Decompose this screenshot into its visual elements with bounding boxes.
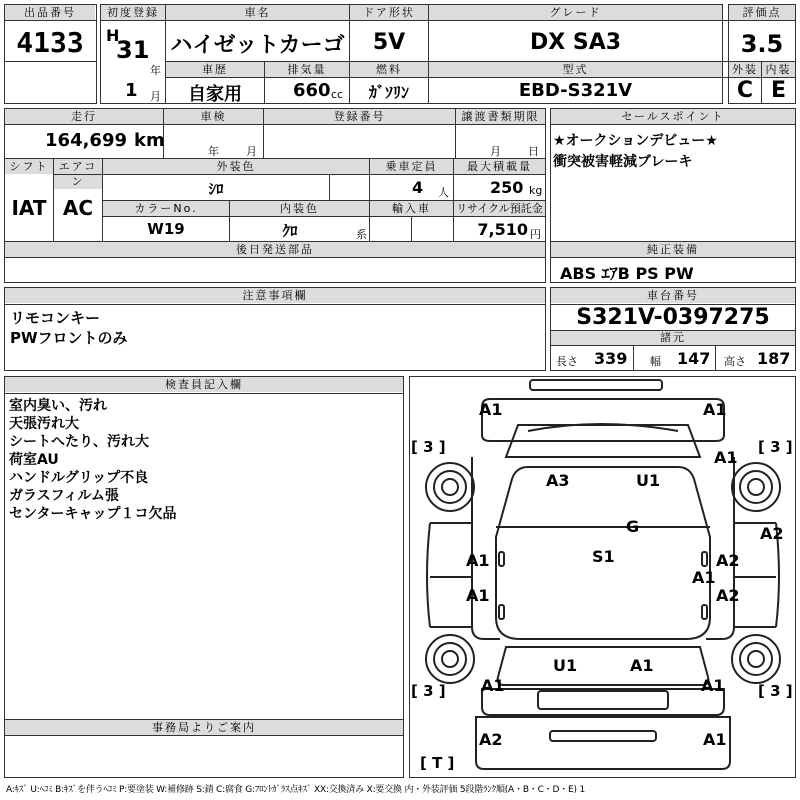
inspector-line-3: シートへたり、汚れ大 [9, 434, 149, 450]
shift: IAT [11, 196, 47, 220]
mark-glass: G [626, 517, 640, 536]
sales-points-label: セールスポイント [551, 109, 795, 124]
shift-label: シフト [5, 159, 53, 174]
width-value: 147 [677, 349, 711, 368]
load-unit: kg [529, 184, 543, 197]
ac-label: エアコン [54, 159, 102, 189]
length-label: 長さ [556, 355, 578, 368]
ext-color-label: 外装色 [103, 159, 369, 174]
int-label: 内装 [762, 62, 795, 77]
tire-front-left: [ 3 ] [411, 438, 446, 456]
ext-grade: C [736, 78, 754, 103]
model-label: 型式 [429, 62, 722, 77]
displacement: 660 [293, 80, 331, 101]
ext-color: ｼﾛ [208, 180, 224, 198]
import-label: 輸入車 [370, 201, 453, 216]
mark-left-rear-door: A1 [466, 586, 490, 605]
grade: DX SA3 [529, 30, 622, 55]
mileage: 164,699 [45, 130, 127, 151]
mark-roof-front-left: A3 [546, 471, 570, 490]
color-no: W19 [147, 220, 185, 238]
plate-label: 登録番号 [264, 109, 455, 124]
year-unit: 年 [150, 64, 161, 77]
int-color-label: 内装色 [230, 201, 369, 216]
mark-right-rear-door: A2 [716, 586, 740, 605]
mark-rear-left-fender: A1 [481, 676, 505, 695]
lot-number: 4133 [16, 26, 84, 59]
car-name-label: 車名 [166, 5, 349, 20]
mileage-label: 走行 [5, 109, 163, 124]
legend: A:ｷｽﾞ U:ﾍｺﾐ B:ｷｽﾞを伴うﾍｺﾐ P:要塗装 W:補修跡 S:錆 C:腐食 G:ﾌﾛﾝﾄｶﾞﾗｽ点ｷｽﾞ XX:交換済み X:要交換 内・外装評価 5段階ﾗﾝｸ順(A・B・C・D・E) 1 [6, 785, 585, 795]
mark-front-right-corner: A1 [703, 400, 727, 419]
reg-month: 1 [125, 80, 138, 101]
chassis-number: S321V-0397275 [576, 305, 770, 330]
mark-roof-center: S1 [592, 547, 615, 566]
mark-front-left-corner: A1 [479, 400, 503, 419]
length-value: 339 [594, 349, 628, 368]
fuel: ｶﾞｿﾘﾝ [368, 83, 409, 102]
equipment-label: 純正装備 [551, 242, 795, 257]
mark-rear-bumper-right: A1 [703, 730, 727, 749]
mark-right-front-door: A2 [716, 551, 740, 570]
capacity: 4 [412, 178, 424, 197]
car-outline-diagram [410, 377, 796, 777]
inspector-line-7: センターキャップ１コ欠品 [9, 506, 177, 522]
sales-point-2: 衝突被害軽減ブレーキ [553, 154, 693, 170]
history-label: 車歴 [166, 62, 264, 77]
mark-rear-left: U1 [553, 656, 578, 675]
height-value: 187 [757, 349, 791, 368]
inspector-line-1: 室内臭い、汚れ [9, 398, 107, 414]
first-reg-label: 初度登録 [101, 5, 165, 20]
specs-label: 諸元 [551, 330, 795, 345]
transfer-month-unit: 月 [490, 145, 501, 158]
inspector-label: 検査員記入欄 [5, 377, 403, 392]
inspector-line-2: 天張汚れ大 [9, 416, 79, 432]
notes-label: 注意事項欄 [5, 288, 545, 303]
history: 自家用 [188, 84, 242, 105]
width-label: 幅 [650, 355, 661, 368]
later-parts-label: 後日発送部品 [5, 242, 545, 257]
mark-rear-right-fender: A1 [701, 676, 725, 695]
month-unit: 月 [150, 90, 161, 103]
equipment-value: ABS ｴｱB PS PW [560, 264, 694, 283]
chassis-label: 車台番号 [551, 288, 795, 303]
lot-no-label: 出品番号 [5, 5, 95, 20]
int-color: ｸﾛ [282, 222, 298, 240]
transfer-day-unit: 日 [528, 145, 539, 158]
score: 3.5 [740, 30, 784, 58]
displacement-label: 排気量 [265, 62, 349, 77]
transfer-label: 譲渡書類期限 [456, 109, 545, 124]
inspector-line-6: ガラスフィルム張 [9, 488, 119, 504]
model: EBD-S321V [518, 80, 633, 101]
displacement-unit: cc [331, 88, 344, 101]
tire-rear-left: [ 3 ] [411, 682, 446, 700]
recycle: 7,510 [477, 220, 528, 239]
sales-point-1: ★オークションデビュー★ [553, 133, 718, 149]
mark-rear-bumper-left: A2 [479, 730, 503, 749]
int-grade: E [770, 78, 787, 103]
mark-right-side: A2 [760, 524, 784, 543]
door-type: 5V [372, 30, 406, 55]
mark-rear-right: A1 [630, 656, 654, 675]
load: 250 [490, 178, 524, 197]
inspector-line-4: 荷室AU [9, 452, 59, 468]
reg-year: 31 [116, 36, 150, 64]
tire-spare: [ T ] [420, 754, 455, 772]
capacity-label: 乗車定員 [370, 159, 453, 174]
insp-month-unit: 月 [246, 145, 257, 158]
color-no-label: カラーNo. [103, 201, 229, 216]
inspection-label: 車検 [164, 109, 263, 124]
capacity-unit: 人 [438, 186, 449, 199]
tire-front-right: [ 3 ] [758, 438, 793, 456]
note-2: PWフロントのみ [10, 329, 128, 347]
height-label: 高さ [724, 355, 746, 368]
mark-roof-front-right: U1 [636, 471, 661, 490]
load-label: 最大積載量 [454, 159, 545, 174]
ext-label: 外装 [729, 62, 761, 77]
car-name: ハイゼットカーゴ [170, 33, 345, 58]
fuel-label: 燃料 [350, 62, 428, 77]
ac: AC [62, 196, 94, 220]
score-label: 評価点 [729, 5, 795, 20]
grade-label: グレード [429, 5, 722, 20]
recycle-label: リサイクル預託金 [454, 201, 545, 216]
insp-year-unit: 年 [208, 145, 219, 158]
mark-front-right-fender: A1 [714, 448, 738, 467]
int-color-unit: 系 [356, 228, 367, 241]
inspector-line-5: ハンドルグリップ不良 [9, 470, 149, 486]
mark-left-front-door: A1 [466, 551, 490, 570]
office-label: 事務局よりご案内 [5, 720, 403, 735]
tire-rear-right: [ 3 ] [758, 682, 793, 700]
door-label: ドア形状 [350, 5, 428, 20]
recycle-unit: 円 [530, 228, 541, 241]
mileage-unit: km [134, 130, 165, 151]
era: H [106, 26, 120, 45]
mark-right-pillar: A1 [692, 568, 716, 587]
note-1: リモコンキー [10, 309, 101, 327]
sales-points-box [550, 108, 796, 242]
